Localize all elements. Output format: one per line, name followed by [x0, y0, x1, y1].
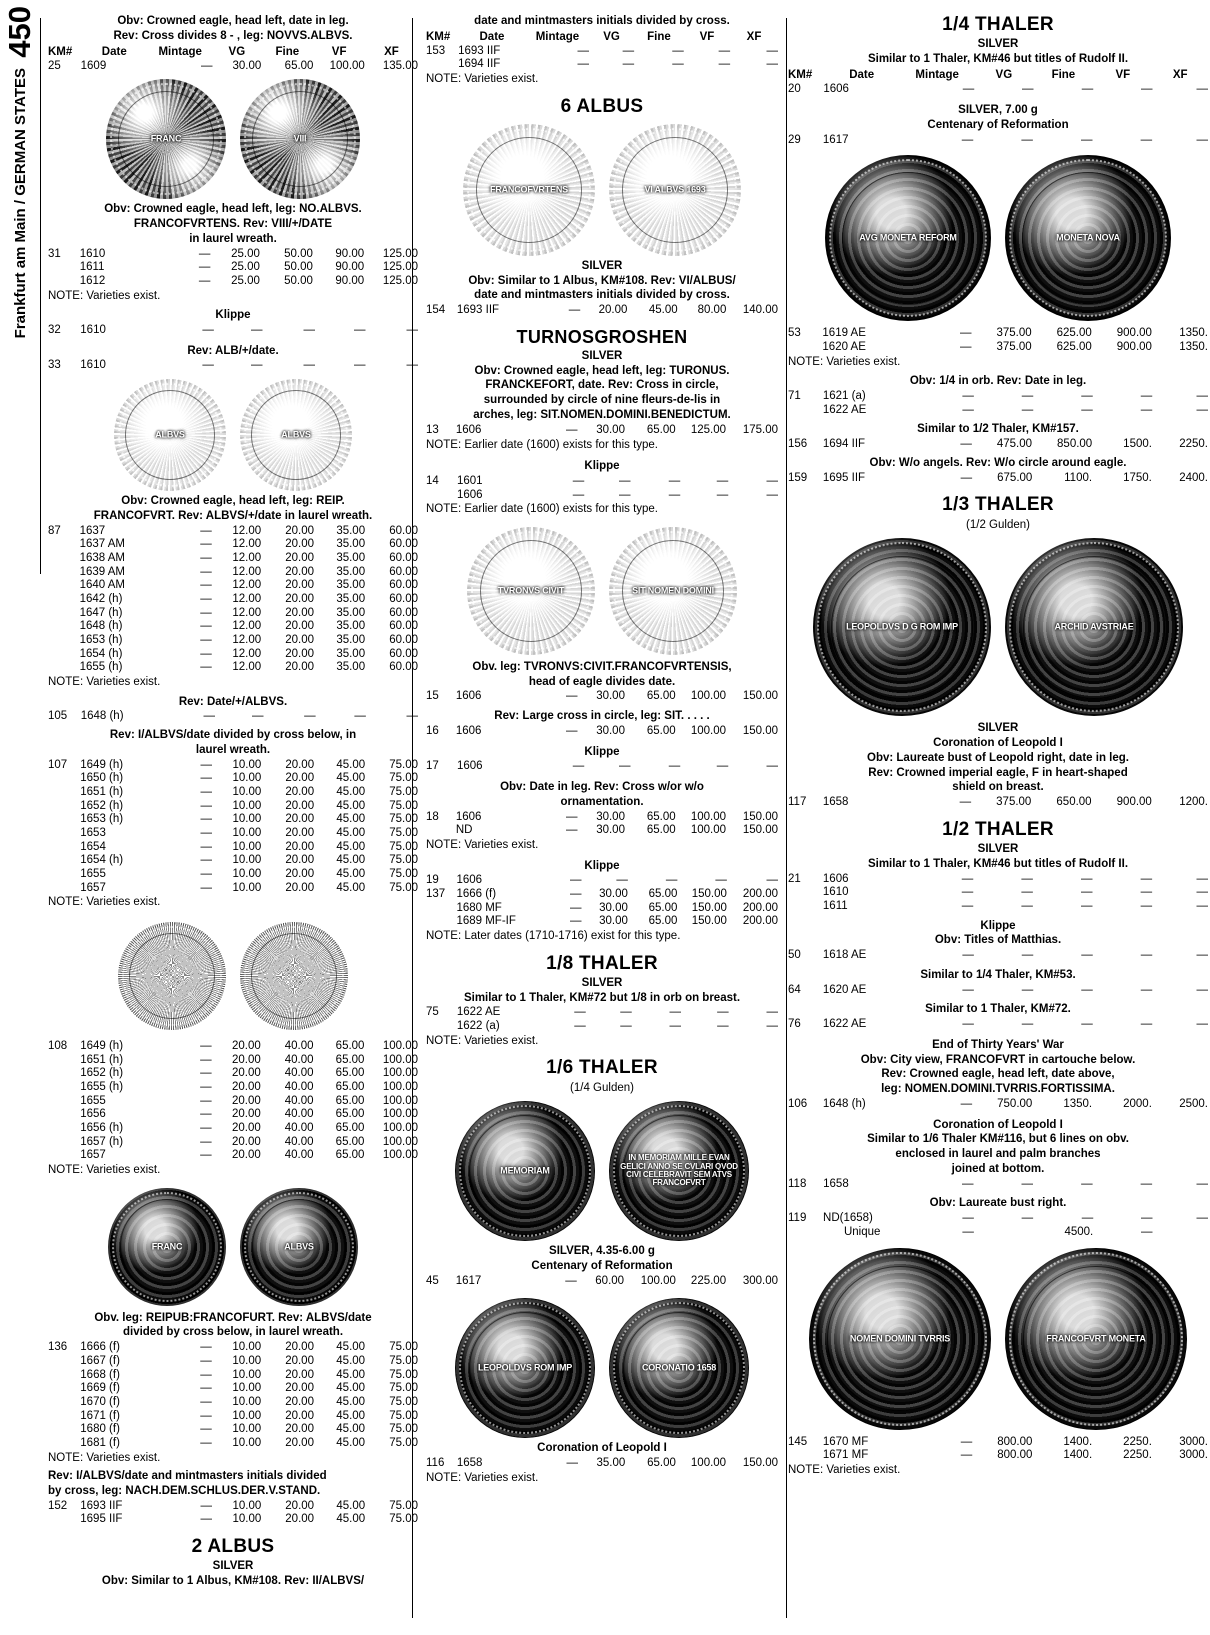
price-table-53	[788, 327, 1208, 354]
desc-km18-l1: Obv: Date in leg. Rev: Cross w/or w/o	[500, 781, 704, 793]
price-table-18	[426, 811, 778, 838]
price-table-118	[788, 1178, 1208, 1192]
table-row: 1694 IIF — — — — —	[458, 58, 778, 71]
note-km87: NOTE: Varieties exist.	[48, 676, 161, 689]
desc-km152-l2: by cross, leg: NACH.DEM.SCHLUS.DER.V.STAND.	[48, 1484, 321, 1497]
coin-legend: SIT NOMEN DOMINI	[632, 585, 714, 596]
note-km108: NOTE: Varieties exist.	[48, 1164, 161, 1177]
desc-centenary: Centenary of Reformation	[927, 118, 1069, 131]
desc-1-8-thaler: Similar to 1 Thaler, KM#72 but 1/8 in orb on breast.	[463, 991, 741, 1004]
table-row: 1668 (f) — 10.00 20.00 45.00 75.00	[80, 1368, 418, 1381]
spine-title: Frankfurt am Main / GERMAN STATES	[11, 67, 29, 339]
desc-1-3-l4: shield on breast.	[952, 781, 1044, 794]
desc-km136-l2: divided by cross below, in laurel wreath.	[122, 1326, 344, 1339]
caption-coronation: Coronation of Leopold I	[537, 1442, 667, 1455]
desc-1-3-l1: Coronation of Leopold I	[933, 736, 1063, 749]
table-row: 1622 (a) — — — — —	[456, 1019, 778, 1032]
price-table-152	[48, 1500, 418, 1527]
table-row: 1622 AE — — — — —	[822, 403, 1208, 416]
price-table-16	[426, 725, 778, 739]
desc-km136-l1: Obv. leg: REIPUB:FRANCOFURT. Rev: ALBVS/date	[94, 1311, 372, 1324]
table-row: 14 1601 — — — — —	[426, 474, 778, 487]
table-row: 1639 AM — 12.00 20.00 35.00 60.00	[79, 565, 418, 578]
table-row: 1606 — — — — —	[457, 488, 778, 501]
coin-obverse	[467, 527, 595, 655]
note-km116: NOTE: Varieties exist.	[426, 1471, 539, 1484]
coin-image-pair-1	[48, 79, 418, 199]
desc-turnos-l2: FRANCKEFORT, date. Rev: Cross in circle,	[485, 379, 719, 392]
section-heading-1-6-thaler: 1/6 THALER	[546, 1057, 658, 1079]
table-row: 15 1606 — 30.00 65.00 100.00 150.00	[426, 690, 778, 703]
coin-legend: LEOPOLDVS D G ROM IMP	[846, 621, 958, 632]
desc-coron-l2: Similar to 1/6 Thaler KM#116, but 6 lines on obv.	[867, 1133, 1129, 1146]
table-row: 33 1610 — — — — —	[48, 359, 418, 372]
table-row: 19 1606 — — — — —	[426, 874, 778, 887]
table-row: 107 1649 (h) — 10.00 20.00 45.00 75.00	[48, 758, 418, 771]
table-row: 1647 (h) — 12.00 20.00 35.00 60.00	[79, 606, 418, 619]
price-table-153	[426, 30, 778, 72]
table-row: 1655 (h) — 12.00 20.00 35.00 60.00	[79, 661, 418, 674]
coin-obverse	[114, 379, 226, 491]
table-row: 1652 (h) — 20.00 40.00 65.00 100.00	[80, 1067, 418, 1080]
table-row: 1611 — 25.00 50.00 90.00 125.00	[79, 261, 418, 274]
table-row: 1655 — 10.00 20.00 45.00 75.00	[80, 868, 418, 881]
coin-legend: AVG MONETA REFORM	[859, 232, 957, 243]
column-3	[788, 14, 1208, 1478]
table-row: 1671 MF — 800.00 1400. 2250. 3000.	[822, 1449, 1208, 1462]
table-row: 1654 (h) — 12.00 20.00 35.00 60.00	[79, 647, 418, 660]
heading-obv-1: Obv: Crowned eagle, head left, date in leg.	[117, 15, 349, 27]
metal-turnos: SILVER	[581, 350, 623, 363]
desc-1-4-thaler: Similar to 1 Thaler, KM#46 but titles of Rudolf II.	[867, 52, 1129, 65]
table-row: 1611 — — — — —	[822, 899, 1208, 912]
coin-reverse	[240, 922, 348, 1030]
coin-image-pair-reformation	[788, 155, 1208, 321]
table-header-row: KM# Date Mintage VG Fine VF XF	[426, 30, 762, 43]
metal-6-albus: SILVER	[581, 260, 623, 273]
desc-km156: Similar to 1/2 Thaler, KM#157.	[917, 423, 1079, 436]
table-header-row: KM# Date Mintage VG Fine VF XF	[788, 68, 1188, 81]
desc-km15-l2: head of eagle divides date.	[528, 675, 676, 688]
desc-coron-l3: enclosed in laurel and palm branches	[895, 1148, 1101, 1161]
table-row: 13 1606 — 30.00 65.00 125.00 175.00	[426, 423, 778, 436]
table-row: 53 1619 AE — 375.00 625.00 900.00 1350.	[788, 327, 1208, 340]
column-1	[48, 14, 418, 1590]
coin-reverse	[609, 527, 737, 655]
note-km31: NOTE: Varieties exist.	[48, 289, 161, 302]
desc-2-albus: Obv: Similar to 1 Albus, KM#108. Rev: II/ALBVS/	[101, 1575, 365, 1588]
table-row: 1652 (h) — 10.00 20.00 45.00 75.00	[80, 799, 418, 812]
price-table-14	[426, 475, 778, 502]
coin-obverse	[108, 1188, 226, 1306]
desc-km64: Similar to 1/4 Thaler, KM#53.	[920, 968, 1076, 981]
table-row: 145 1670 MF — 800.00 1400. 2250. 3000.	[788, 1435, 1208, 1448]
coin-reverse	[240, 79, 360, 199]
desc-coron-l1: Coronation of Leopold I	[933, 1118, 1063, 1131]
price-table-45	[426, 1275, 778, 1289]
coin-obverse	[106, 79, 226, 199]
coin-reverse	[609, 1298, 749, 1438]
coin-reverse	[1005, 1248, 1187, 1430]
metal-1-8-thaler: SILVER	[581, 976, 623, 989]
price-table-87	[48, 525, 418, 675]
coin-reverse	[240, 1188, 358, 1306]
price-table-32	[48, 324, 418, 338]
table-row-unique: Unique — 4500. —	[843, 1225, 1153, 1238]
table-row: 50 1618 AE — — — — —	[788, 949, 1208, 962]
desc-km50: Obv: Titles of Matthias.	[934, 934, 1062, 947]
price-table-19-137	[426, 874, 778, 929]
desc-km87-l2: FRANCOFVRT. Rev: ALBVS/+/date in laurel wreath.	[93, 509, 373, 522]
table-row: 153 1693 IIF — — — — —	[426, 44, 778, 57]
table-row: 1642 (h) — 12.00 20.00 35.00 60.00	[79, 593, 418, 606]
price-table-75	[426, 1006, 778, 1033]
desc-thirty-l4: leg: NOMEN.DOMINI.TVRRIS.FORTISSIMA.	[881, 1083, 1115, 1096]
table-row: 1637 AM — 12.00 20.00 35.00 60.00	[79, 538, 418, 551]
table-row: 1669 (f) — 10.00 20.00 45.00 75.00	[80, 1382, 418, 1395]
desc-km159: Obv: W/o angels. Rev: W/o circle around eagle.	[869, 456, 1127, 469]
price-table-156	[788, 438, 1208, 452]
desc-1-3-l3: Rev: Crowned imperial eagle, F in heart-shaped	[868, 766, 1128, 779]
table-row: 1638 AM — 12.00 20.00 35.00 60.00	[79, 552, 418, 565]
table-row: 105 1648 (h) — — — — —	[48, 710, 418, 723]
table-row: 1653 (h) — 10.00 20.00 45.00 75.00	[80, 813, 418, 826]
coin-reverse	[1005, 538, 1183, 716]
table-row: 156 1694 IIF — 475.00 850.00 1500. 2250.	[788, 438, 1208, 451]
coin-legend: LEOPOLDVS ROM IMP	[477, 1362, 573, 1373]
note-km145: NOTE: Varieties exist.	[788, 1463, 901, 1476]
coin-image-pair-13thaler	[788, 538, 1208, 716]
table-row: 18 1606 — 30.00 65.00 100.00 150.00	[426, 810, 778, 823]
table-row: 1671 (f) — 10.00 20.00 45.00 75.00	[80, 1409, 418, 1422]
coin-obverse	[455, 1101, 595, 1241]
desc-turnos-l4: arches, leg: SIT.NOMEN.DOMINI.BENEDICTUM.	[473, 409, 731, 422]
coin-legend: ALBVS	[284, 1240, 314, 1251]
table-row: 154 1693 IIF — 20.00 45.00 80.00 140.00	[426, 304, 778, 317]
metal-1-6-thaler: SILVER, 4.35-6.00 g	[549, 1245, 655, 1258]
table-row: 1654 (h) — 10.00 20.00 45.00 75.00	[80, 854, 418, 867]
table-row: 17 1606 — — — — —	[426, 760, 778, 773]
coin-image-pair-2	[48, 379, 418, 491]
table-row: 1648 (h) — 12.00 20.00 35.00 60.00	[79, 620, 418, 633]
metal-2-albus: SILVER	[212, 1560, 254, 1573]
note-km136: NOTE: Varieties exist.	[48, 1451, 161, 1464]
desc-km71: Obv: 1/4 in orb. Rev: Date in leg.	[909, 375, 1087, 388]
desc-turnos-l1: Obv: Crowned eagle, head left, leg: TURONUS.	[474, 364, 730, 377]
table-row: 1612 — 25.00 50.00 90.00 125.00	[79, 274, 418, 287]
price-table-116	[426, 1457, 778, 1471]
subtitle-1-3-thaler: (1/2 Gulden)	[966, 518, 1030, 531]
table-row: 1680 (f) — 10.00 20.00 45.00 75.00	[80, 1423, 418, 1436]
price-table-29	[788, 134, 1208, 148]
price-table-21	[788, 873, 1208, 914]
coin-obverse	[809, 1248, 991, 1430]
desc-km31-l3: in laurel wreath.	[189, 232, 277, 245]
table-row: 1650 (h) — 10.00 20.00 45.00 75.00	[80, 772, 418, 785]
label-klippe-km17: Klippe	[584, 745, 620, 758]
label-klippe-1: Klippe	[215, 309, 251, 322]
desc-6-albus-l1: Obv: Similar to 1 Albus, KM#108. Rev: VI/ALBUS/	[468, 274, 736, 287]
coin-reverse	[609, 124, 741, 256]
table-row: 32 1610 — — — — —	[48, 323, 418, 336]
table-header-row: KM# Date Mintage VG Fine VF XF	[48, 45, 399, 58]
desc-thirty-l3: Rev: Crowned eagle, head left, date above,	[881, 1068, 1115, 1081]
table-row: 137 1666 (f) — 30.00 65.00 150.00 200.00	[426, 887, 778, 900]
coin-reverse	[1005, 155, 1171, 321]
table-row: 21 1606 — — — — —	[788, 872, 1208, 885]
section-heading-1-2-thaler: 1/2 THALER	[942, 818, 1054, 840]
coin-legend: ALBVS	[155, 429, 185, 440]
table-row: 1620 AE — 375.00 625.00 900.00 1350.	[822, 341, 1208, 354]
desc-km105: Rev: Date/+/ALBVS.	[178, 695, 288, 708]
desc-km16: Rev: Large cross in circle, leg: SIT. . . . .	[494, 710, 710, 723]
desc-1-3-l2: Obv: Laureate bust of Leopold right, date in leg.	[867, 751, 1129, 764]
coin-image-pair-6albus	[426, 124, 778, 256]
table-row: 25 1609 — 30.00 65.00 100.00 135.00	[48, 59, 418, 72]
table-row: 71 1621 (a) — — — — —	[788, 390, 1208, 403]
table-row: 87 1637 — 12.00 20.00 35.00 60.00	[48, 524, 418, 537]
desc-1-6-thaler: Centenary of Reformation	[531, 1259, 673, 1272]
price-table-76	[788, 1018, 1208, 1032]
page-spine	[0, 0, 40, 560]
coin-obverse	[455, 1298, 595, 1438]
table-row: 1653 (h) — 12.00 20.00 35.00 60.00	[79, 634, 418, 647]
note-km18: NOTE: Varieties exist.	[426, 838, 539, 851]
price-table-117	[788, 796, 1208, 810]
desc-km18-l2: ornamentation.	[560, 795, 644, 808]
price-table-31	[48, 248, 418, 289]
price-table-108	[48, 1040, 418, 1163]
table-row: 1681 (f) — 10.00 20.00 45.00 75.00	[80, 1436, 418, 1449]
coin-legend: IN MEMORIAM MILLE EVAN GELICI ANNO SE CVLARI QVOD CIVI CELEBRAVIT SEM ATVS FRANCOFVRT	[620, 1153, 738, 1188]
coin-legend: ALBVS	[281, 429, 311, 440]
section-heading-1-3-thaler: 1/3 THALER	[942, 494, 1054, 516]
table-row: 152 1693 IIF — 10.00 20.00 45.00 75.00	[48, 1499, 418, 1512]
subtitle-1-6-thaler: (1/4 Gulden)	[570, 1081, 634, 1094]
section-heading-2-albus: 2 ALBUS	[191, 1536, 275, 1558]
price-table-105	[48, 710, 418, 724]
table-row: 1657 (h) — 20.00 40.00 65.00 100.00	[80, 1135, 418, 1148]
label-klippe-km19: Klippe	[584, 859, 620, 872]
price-table-25	[48, 45, 418, 74]
table-row: 1695 IIF — 10.00 20.00 45.00 75.00	[80, 1513, 418, 1526]
table-row: 20 1606 — — — — —	[788, 82, 1208, 95]
desc-thirty-l1: End of Thirty Years' War	[932, 1038, 1064, 1051]
coin-image-pair-16thaler	[426, 1101, 778, 1241]
price-table-33	[48, 359, 418, 373]
label-klippe-col3: Klippe	[980, 919, 1016, 932]
table-row: 16 1606 — 30.00 65.00 100.00 150.00	[426, 724, 778, 737]
table-row: 108 1649 (h) — 20.00 40.00 65.00 100.00	[48, 1040, 418, 1052]
metal-1-2-thaler: SILVER	[977, 843, 1019, 856]
desc-km107-l1: Rev: I/ALBVS/date divided by cross below, in	[109, 729, 357, 742]
price-table-17	[426, 760, 778, 774]
note-km75: NOTE: Varieties exist.	[426, 1034, 539, 1047]
metal-1-4-thaler: SILVER	[977, 38, 1019, 51]
coin-obverse	[118, 922, 226, 1030]
coin-legend: NOMEN DOMINI TVRRIS	[849, 1332, 951, 1343]
metal-1-3-thaler: SILVER	[977, 722, 1019, 735]
table-row: 1655 — 20.00 40.00 65.00 100.00	[80, 1094, 418, 1107]
desc-6-albus-l2: date and mintmasters initials divided by cross.	[474, 289, 730, 302]
table-row: 1656 — 20.00 40.00 65.00 100.00	[80, 1108, 418, 1121]
section-heading-6-albus: 6 ALBUS	[560, 95, 644, 117]
table-row: ND — 30.00 65.00 100.00 150.00	[455, 824, 778, 837]
coin-image-pair-turnos	[426, 527, 778, 655]
price-table-20	[788, 68, 1208, 97]
desc-km107-l2: laurel wreath.	[195, 743, 271, 756]
table-row: 1653 — 10.00 20.00 45.00 75.00	[80, 827, 418, 840]
price-table-15	[426, 690, 778, 704]
note-km137: NOTE: Later dates (1710-1716) exist for this type.	[426, 929, 681, 942]
desc-km31-l2: FRANCOFVRTENS. Rev: VIII/+/DATE	[133, 218, 333, 230]
table-row: 118 1658 — — — — —	[788, 1177, 1208, 1190]
desc-km15-l1: Obv. leg: TVRONVS:CIVIT.FRANCOFVRTENSIS,	[472, 660, 732, 673]
table-row: 29 1617 — — — — —	[788, 133, 1208, 146]
label-klippe-turnos: Klippe	[584, 460, 620, 473]
coin-reverse	[240, 379, 352, 491]
desc-km87-l1: Obv: Crowned eagle, head left, leg: REIP.	[121, 495, 345, 508]
table-row: 1667 (f) — 10.00 20.00 45.00 75.00	[80, 1354, 418, 1367]
coin-obverse	[825, 155, 991, 321]
table-row: 1680 MF — 30.00 65.00 150.00 200.00	[456, 901, 778, 914]
table-row: 1655 (h) — 20.00 40.00 65.00 100.00	[80, 1081, 418, 1094]
note-km14: NOTE: Earlier date (1600) exists for this type.	[426, 503, 659, 516]
coin-obverse	[813, 538, 991, 716]
table-row: 1670 (f) — 10.00 20.00 45.00 75.00	[80, 1395, 418, 1408]
coin-legend: VI ALBVS 1693	[644, 184, 706, 195]
desc-km76: Similar to 1 Thaler, KM#72.	[925, 1003, 1071, 1016]
table-row: 119 ND(1658) — — — — —	[788, 1212, 1208, 1225]
metal-centenary: SILVER, 7.00 g	[958, 104, 1038, 117]
table-row: 1651 (h) — 20.00 40.00 65.00 100.00	[80, 1053, 418, 1066]
table-row: 1640 AM — 12.00 20.00 35.00 60.00	[79, 579, 418, 592]
table-row: 159 1695 IIF — 675.00 1100. 1750. 2400.	[788, 471, 1208, 484]
price-table-159	[788, 472, 1208, 486]
desc-km119: Obv: Laureate bust right.	[929, 1197, 1067, 1210]
coin-legend: FRANC	[150, 133, 182, 144]
table-row: 45 1617 — 60.00 100.00 225.00 300.00	[426, 1274, 778, 1287]
page-number: 450	[2, 6, 37, 58]
continued-heading: date and mintmasters initials divided by cross.	[474, 15, 730, 27]
coin-legend: MEMORIAM	[500, 1165, 550, 1176]
coin-image-pair-3	[48, 922, 418, 1030]
table-row: 1654 — 10.00 20.00 45.00 75.00	[80, 840, 418, 853]
price-table-145	[788, 1436, 1208, 1463]
coin-legend: FRANCOFVRT MONETA	[1046, 1332, 1146, 1343]
note-km153: NOTE: Varieties exist.	[426, 73, 539, 86]
table-row: 1657 — 10.00 20.00 45.00 75.00	[80, 881, 418, 894]
section-heading-1-4-thaler: 1/4 THALER	[942, 14, 1054, 35]
desc-km33: Rev: ALB/+/date.	[187, 344, 279, 357]
desc-km152-l1: Rev: I/ALBVS/date and mintmasters initials divided	[48, 1470, 327, 1483]
price-table-50	[788, 949, 1208, 963]
coin-reverse	[609, 1101, 749, 1241]
table-row: 1656 (h) — 20.00 40.00 65.00 100.00	[80, 1122, 418, 1135]
section-heading-1-8-thaler: 1/8 THALER	[546, 952, 658, 974]
coin-obverse	[463, 124, 595, 256]
table-row: 1657 — 20.00 40.00 65.00 100.00	[80, 1149, 418, 1162]
note-km53: NOTE: Varieties exist.	[788, 355, 901, 368]
price-table-136	[48, 1341, 418, 1450]
desc-1-2-thaler: Similar to 1 Thaler, KM#46 but titles of Rudolf II.	[867, 857, 1129, 870]
table-row: 136 1666 (f) — 10.00 20.00 45.00 75.00	[48, 1341, 418, 1354]
coin-legend: CORONATIO 1658	[641, 1362, 717, 1373]
note-km13: NOTE: Earlier date (1600) exists for this type.	[426, 438, 659, 451]
coin-image-pair-4	[48, 1188, 418, 1306]
coin-image-pair-coronation	[426, 1298, 778, 1438]
coin-legend: VIII	[293, 133, 307, 144]
heading-rev-1: Rev: Cross divides 8 - , leg: NOVVS.ALBVS.	[113, 29, 353, 42]
desc-km31-l1: Obv: Crowned eagle, head left, leg: NO.ALBVS.	[104, 203, 362, 216]
coin-legend: ARCHID AVSTRIAE	[1054, 621, 1134, 632]
coin-legend: FRANCOFVRTENS	[490, 184, 568, 195]
price-table-107	[48, 759, 418, 896]
coin-legend: FRANC	[151, 1240, 183, 1251]
coin-legend: MONETA NOVA	[1056, 232, 1120, 243]
price-table-119	[788, 1212, 1208, 1239]
table-row: 116 1658 — 35.00 65.00 100.00 150.00	[426, 1457, 778, 1470]
table-row: 31 1610 — 25.00 50.00 90.00 125.00	[48, 247, 418, 260]
price-table-71	[788, 390, 1208, 417]
desc-coron-l4: joined at bottom.	[951, 1163, 1045, 1176]
table-row: 64 1620 AE — — — — —	[788, 983, 1208, 996]
table-row: 1610 — — — — —	[822, 886, 1208, 899]
coin-legend: TVRONVS CIVIT	[497, 585, 565, 596]
table-row: 117 1658 — 375.00 650.00 900.00 1200.	[788, 796, 1208, 809]
table-row: 76 1622 AE — — — — —	[788, 1018, 1208, 1031]
price-table-154	[426, 304, 778, 318]
table-row: 1651 (h) — 10.00 20.00 45.00 75.00	[80, 786, 418, 799]
column-2	[426, 14, 778, 1485]
desc-turnos-l3: surrounded by circle of nine fleurs-de-lis in	[483, 394, 721, 407]
note-km107: NOTE: Varieties exist.	[48, 896, 161, 909]
section-heading-turnosgroshen: TURNOSGROSHEN	[516, 326, 688, 347]
price-table-64	[788, 984, 1208, 998]
price-table-13	[426, 424, 778, 438]
price-table-106	[788, 1098, 1208, 1112]
desc-thirty-l2: Obv: City view, FRANCOFVRT in cartouche below.	[860, 1053, 1136, 1066]
table-row: 75 1622 AE — — — — —	[426, 1006, 778, 1019]
table-row: 1689 MF-IF — 30.00 65.00 150.00 200.00	[456, 915, 778, 928]
table-row: 106 1648 (h) — 750.00 1350. 2000. 2500.	[788, 1097, 1208, 1110]
coin-image-pair-halfthaler	[788, 1248, 1208, 1430]
